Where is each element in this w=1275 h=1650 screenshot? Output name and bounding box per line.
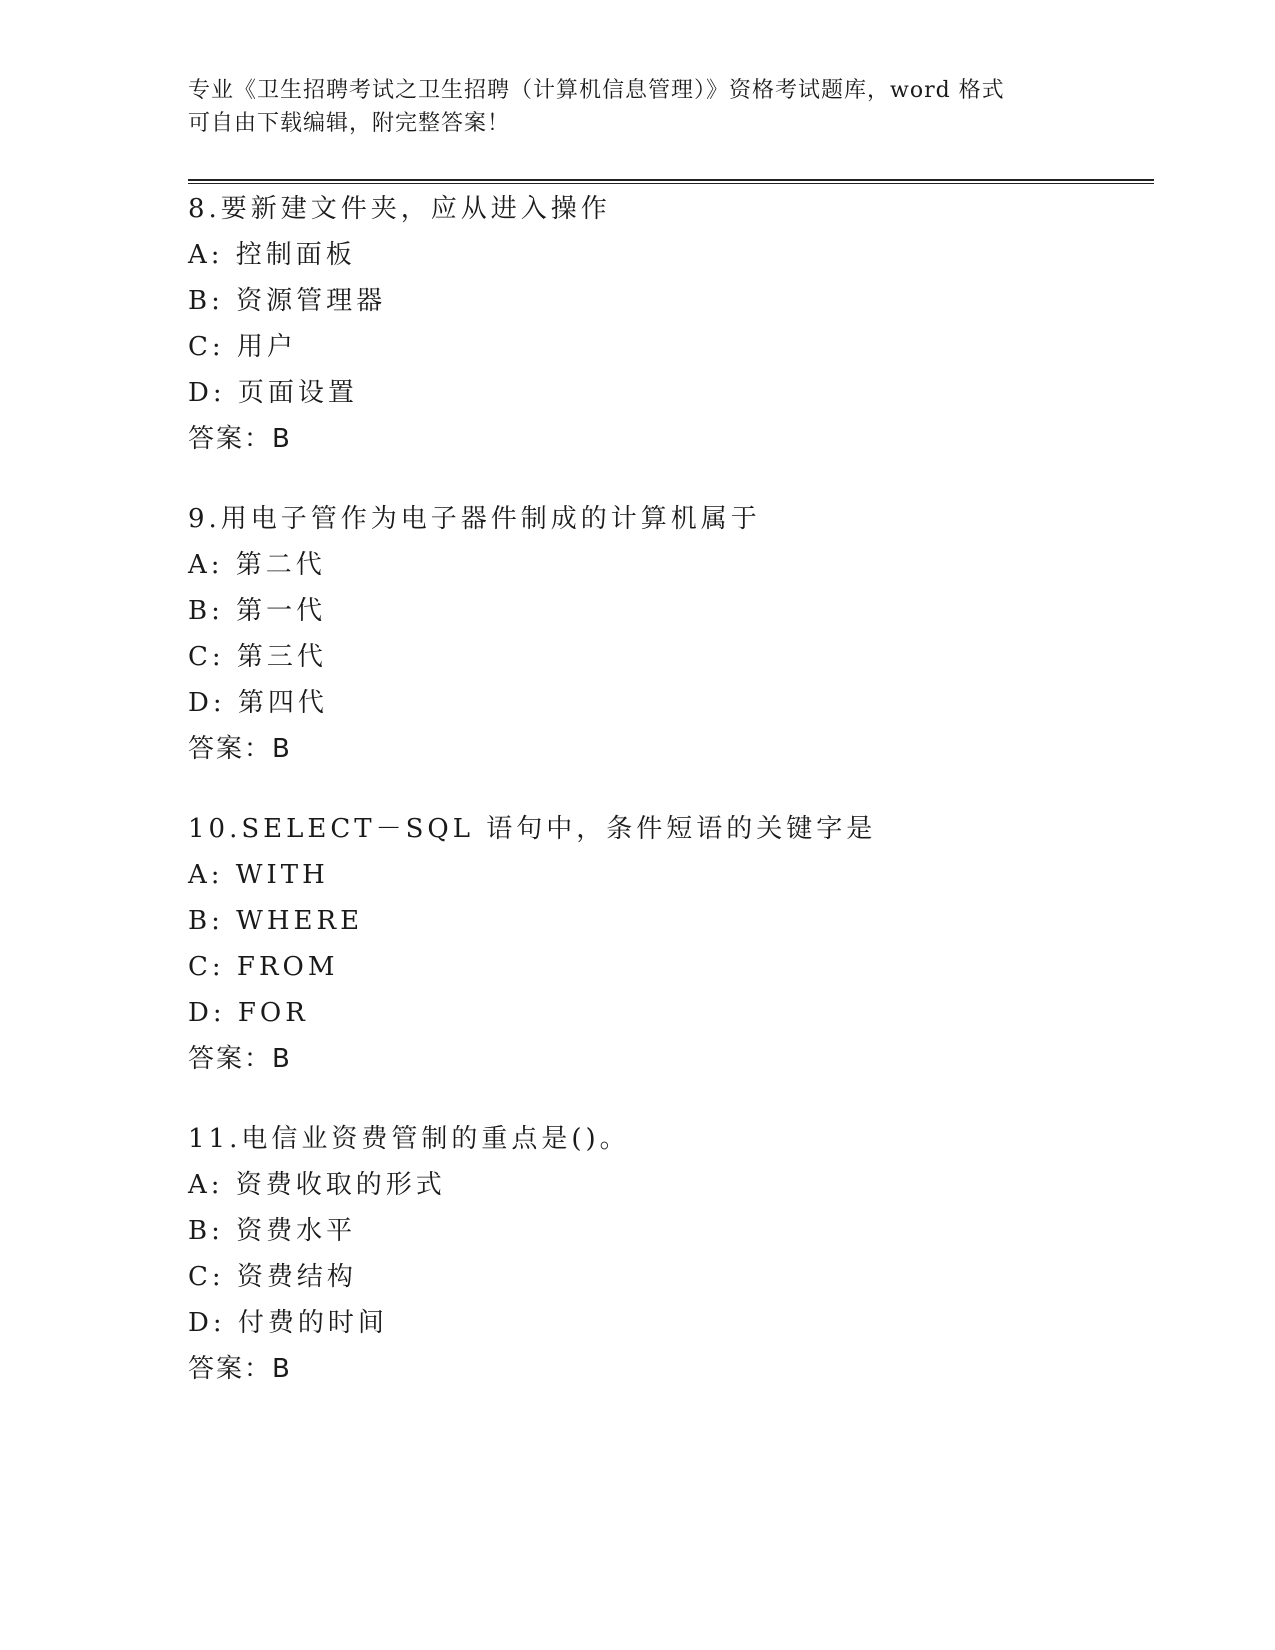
question-8: [188, 186, 1148, 462]
header-line-1: 专业《卫生招聘考试之卫生招聘（计算机信息管理）》资格考试题库，word 格式: [188, 78, 1005, 103]
option-d: D: 页面设置: [188, 378, 358, 408]
header-line-2: 可自由下载编辑，附完整答案！: [188, 111, 511, 136]
option-d: D: 第四代: [188, 688, 328, 718]
answer: 答案：B: [188, 1354, 292, 1384]
divider-thick-line: [188, 179, 1154, 181]
option-d: D: FOR: [188, 998, 309, 1028]
option-c: C: 用户: [188, 332, 297, 362]
option-b: B: 资源管理器: [188, 286, 387, 316]
header-divider: [188, 179, 1154, 185]
question-title: 9.用电子管作为电子器件制成的计算机属于: [188, 504, 761, 534]
option-b: B: 资费水平: [188, 1216, 357, 1246]
option-c: C: FROM: [188, 952, 339, 982]
option-a: A: 第二代: [188, 550, 326, 580]
answer: 答案：B: [188, 424, 292, 454]
option-c: C: 资费结构: [188, 1262, 357, 1292]
option-a: A: WITH: [188, 860, 329, 890]
option-a: A: 资费收取的形式: [188, 1170, 446, 1200]
option-d: D: 付费的时间: [188, 1308, 388, 1338]
divider-thin-line: [188, 183, 1154, 184]
question-9: [188, 496, 1148, 772]
question-title: 8.要新建文件夹，应从进入操作: [188, 194, 611, 224]
option-a: A: 控制面板: [188, 240, 356, 270]
option-b: B: WHERE: [188, 906, 364, 936]
answer: 答案：B: [188, 1044, 292, 1074]
option-c: C: 第三代: [188, 642, 327, 672]
answer: 答案：B: [188, 734, 292, 764]
option-b: B: 第一代: [188, 596, 327, 626]
question-11: [188, 1116, 1148, 1392]
question-title: 10.SELECT－SQL 语句中，条件短语的关键字是: [188, 814, 877, 844]
question-title: 11.电信业资费管制的重点是()。: [188, 1124, 630, 1154]
document-header: [188, 74, 1088, 140]
question-10: [188, 806, 1148, 1082]
